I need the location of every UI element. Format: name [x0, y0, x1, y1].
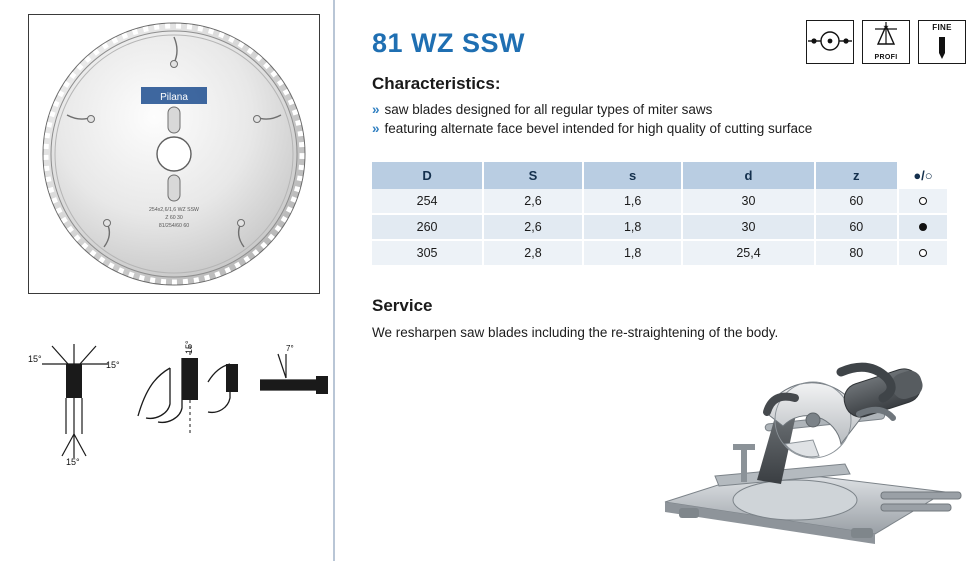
service-heading: Service	[372, 296, 433, 315]
stock-open-icon	[919, 249, 927, 257]
table-row	[372, 189, 947, 214]
cell-stock	[898, 189, 947, 214]
characteristic-text: featuring alternate face bevel intended for high quality of cutting surface	[384, 121, 813, 136]
svg-text:★: ★	[882, 24, 890, 31]
badge-group	[806, 20, 966, 64]
col-header-D: D	[372, 162, 483, 189]
cell-d: 30	[682, 214, 814, 240]
miter-saw-icon	[806, 20, 854, 64]
column-divider	[333, 0, 335, 561]
svg-text:15°: 15°	[66, 457, 80, 466]
stock-filled-icon	[919, 223, 927, 231]
saw-blade-svg	[29, 15, 319, 293]
fine-label: FINE	[932, 23, 952, 32]
cell-d: 30	[682, 189, 814, 214]
cell-s: 1,8	[583, 214, 683, 240]
cell-z: 60	[815, 214, 898, 240]
svg-text:15°: 15°	[28, 354, 42, 364]
saw-blade-image-frame	[28, 14, 320, 294]
geometry-diagram-side-view	[256, 338, 332, 461]
stock-open-icon	[919, 197, 927, 205]
miter-saw-photo	[645, 352, 970, 552]
geometry-diagram-front-view	[22, 338, 127, 471]
cell-z: 80	[815, 240, 898, 266]
cell-stock	[898, 214, 947, 240]
col-header-s-small: s	[583, 162, 683, 189]
service-description: We resharpen saw blades including the re-straightening of the body.	[372, 325, 779, 340]
col-header-S: S	[483, 162, 583, 189]
fine-cut-icon	[918, 20, 966, 64]
product-details-column	[345, 0, 974, 561]
table-row	[372, 240, 947, 266]
cell-S: 2,6	[483, 214, 583, 240]
bullet-marker: »	[372, 102, 380, 117]
cell-D: 260	[372, 214, 483, 240]
cell-D: 305	[372, 240, 483, 266]
left-illustration-column	[0, 0, 330, 561]
characteristic-text: saw blades designed for all regular types of miter saws	[384, 102, 713, 117]
saw-blade-illustration	[29, 15, 319, 293]
bullet-marker: »	[372, 121, 380, 136]
tooth-geometry-diagrams	[22, 338, 332, 468]
cell-z: 60	[815, 189, 898, 214]
cell-stock	[898, 240, 947, 266]
cell-S: 2,8	[483, 240, 583, 266]
svg-text:15°: 15°	[106, 360, 120, 370]
characteristics-heading: Characteristics:	[372, 74, 501, 93]
svg-text:7°: 7°	[286, 344, 294, 353]
svg-text:15°: 15°	[184, 340, 194, 354]
profi-icon	[862, 20, 910, 64]
col-header-stock: ●/○	[898, 162, 947, 189]
list-item	[372, 119, 932, 138]
cell-S: 2,6	[483, 189, 583, 214]
characteristics-list	[372, 100, 932, 138]
table-row	[372, 214, 947, 240]
cell-d: 25,4	[682, 240, 814, 266]
cell-s: 1,6	[583, 189, 683, 214]
col-header-d: d	[682, 162, 814, 189]
col-header-z: z	[815, 162, 898, 189]
blade-brand-mark	[141, 87, 207, 104]
miter-saw-illustration	[645, 352, 970, 552]
specifications-table	[372, 162, 947, 267]
geometry-diagram-tooth-profile	[130, 338, 248, 461]
svg-text:Z 60 30: Z 60 30	[165, 215, 183, 221]
cell-s: 1,8	[583, 240, 683, 266]
svg-text:254x2,6/1,6 WZ SSW: 254x2,6/1,6 WZ SSW	[149, 207, 199, 213]
list-item	[372, 100, 932, 119]
page-title: 81 WZ SSW	[372, 28, 526, 58]
svg-text:Pilana: Pilana	[160, 92, 188, 103]
cell-D: 254	[372, 189, 483, 214]
svg-text:81/254/60 60: 81/254/60 60	[158, 223, 190, 229]
table-header-row	[372, 162, 947, 189]
profi-label: PROFI	[874, 54, 898, 61]
